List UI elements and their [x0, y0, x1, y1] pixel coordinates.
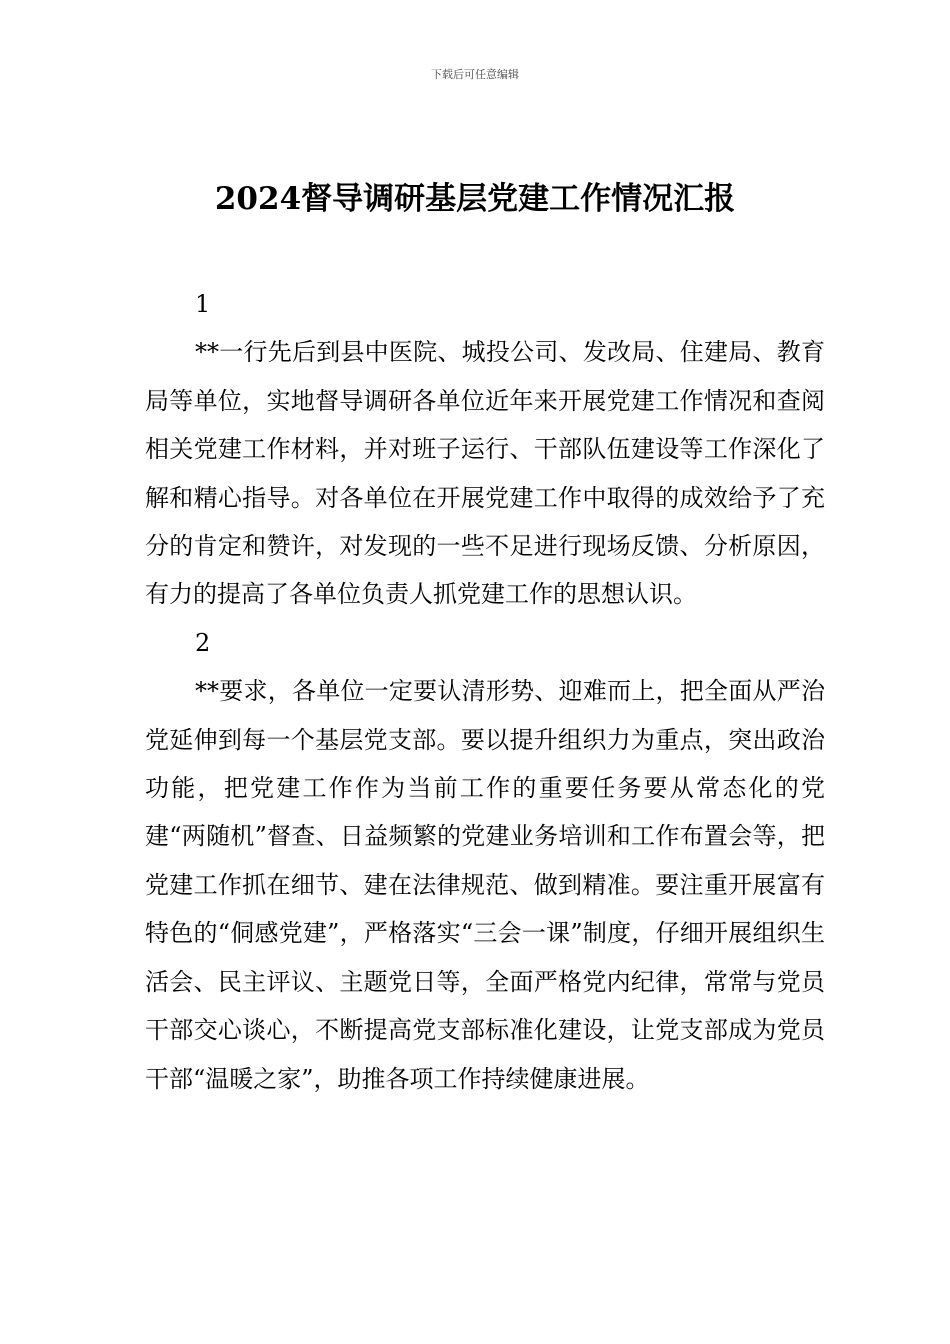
- document-title: 2024督导调研基层党建工作情况汇报: [214, 181, 736, 217]
- section-paragraph: **一行先后到县中医院、城投公司、发改局、住建局、教育局等单位，实地督导调研各单位近年来开展党建工作情况和查阅相关党建工作材料，并对班子运行、干部队伍建设等工作深化了解和精心指导。对各单位在开展党建工作中取得的成效给予了充分的肯定和赞许，对发现的一些不足进行现场反馈、分析原因，有力的提高了各单位负责人抓党建工作的思想认识。: [145, 338, 825, 609]
- section-number: 2: [195, 628, 211, 657]
- header-note: 下载后可任意编辑: [431, 68, 519, 81]
- section-paragraph: **要求，各单位一定要认清形势、迎难而上，把全面从严治党延伸到每一个基层党支部。要以提升组织力为重点，突出政治功能，把党建工作作为当前工作的重要任务要从常态化的党建“两随机”督查、日益频繁的党建业务培训和工作布置会等，把党建工作抓在细节、建在法律规范、做到精准。要注重开展富有特色的“侗感党建”，严格落实“三会一课”制度，仔细开展组织生活会、民主评议、主题党日等，全面严格党内纪律，常常与党员干部交心谈心，不断提高党支部标准化建设，让党支部成为党员干部“温暖之家”，助推各项工作持续健康进展。: [145, 677, 825, 1093]
- document-body: [145, 280, 825, 1103]
- section-number: 1: [195, 290, 211, 318]
